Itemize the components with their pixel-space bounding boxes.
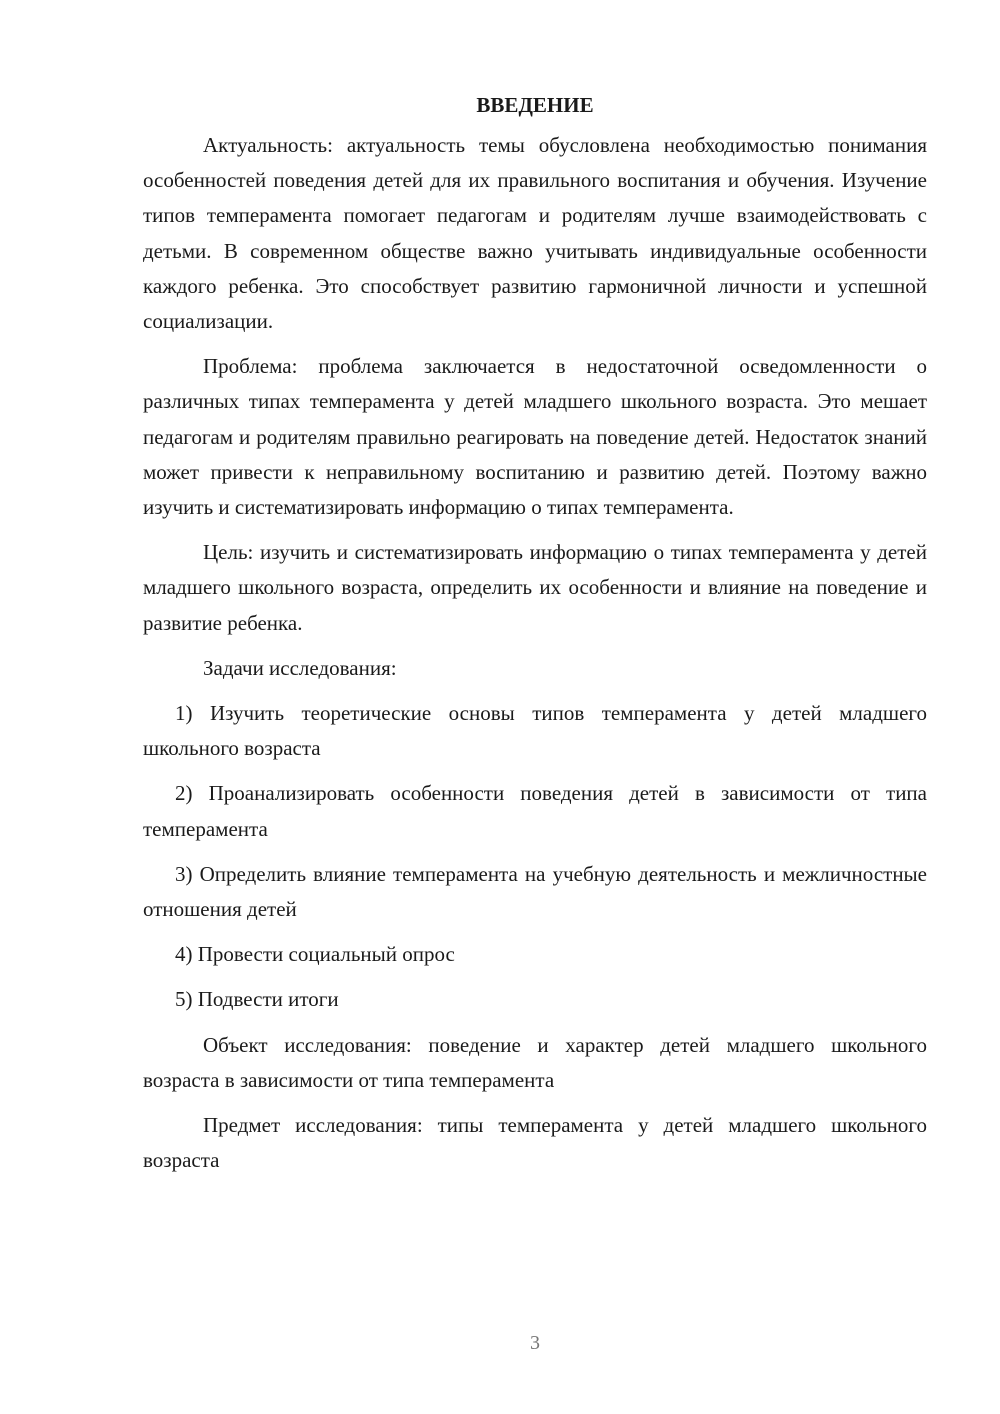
tasks-heading: Задачи исследования: [203,655,397,680]
object-paragraph: Объект исследования: поведение и характер детей младшего школьного возраста в зависимости от типа темперамента [143,1032,927,1092]
task-item-3: 3) Определить влияние темперамента на учебную деятельность и межличностные отношения детей [143,861,927,922]
task-item-4: 4) Провести социальный опрос [175,942,455,967]
section-title: ВВЕДЕНИЕ [476,93,594,117]
task-item-1: 1) Изучить теоретические основы типов темперамента у детей младшего школьного возраста [143,701,927,761]
task-item-2: 2) Проанализировать особенности поведения детей в зависимости от типа темперамента [143,781,927,841]
task-item-5: 5) Подвести итоги [175,987,339,1012]
page-number: 3 [530,1332,540,1354]
problem-paragraph: Проблема: проблема заключается в недостаточной осведомленности о различных типах темперамента у детей младшего школьного возраста. Это мешает педагогам и родителям правильно реагировать на поведение детей. Недостаток знаний может привести к неправильному воспитанию и развитию детей. Поэтому важно изучить и систематизировать информацию о типах темперамента. [143,354,927,520]
relevance-paragraph: Актуальность: актуальность темы обусловлена необходимостью понимания особенностей поведения детей для их правильного воспитания и обучения. Изучение типов темперамента помогает педагогам и родителям лучше взаимодействовать с детьми. В современном обществе важно учитывать индивидуальные особенности каждого ребенка. Это способствует развитию гармоничной личности и успешной социализации. [143,133,927,334]
goal-paragraph: Цель: изучить и систематизировать информацию о типах темперамента у детей младшего школьного возраста, определить их особенности и влияние на поведение и развитие ребенка. [143,540,927,635]
document-page [143,88,927,1188]
subject-paragraph: Предмет исследования: типы темперамента у детей младшего школьного возраста [143,1113,927,1173]
